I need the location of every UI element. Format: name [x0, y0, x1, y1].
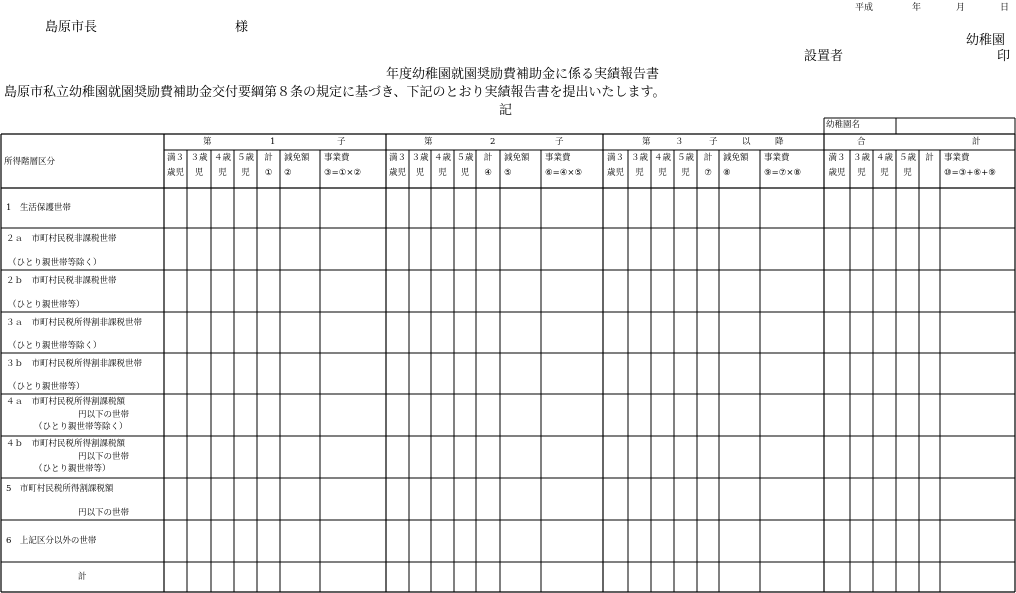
honorific: 様 — [235, 20, 249, 35]
subheader-8: 歳児 — [388, 168, 406, 178]
year-label: 年 — [912, 3, 922, 13]
group-header-3: 以 — [742, 137, 751, 147]
subheader-10: ４歳 — [433, 153, 451, 163]
group-header-4: 計 — [972, 137, 981, 147]
subheader-24: 児 — [880, 168, 889, 178]
subheader-15: 満３ — [606, 153, 624, 163]
subheader-6: 減免額 — [284, 153, 310, 163]
group-header-3: 第 — [642, 137, 651, 147]
row-label-4: （ひとり親世帯等除く） — [8, 341, 102, 351]
document-title: 年度幼稚園就園奨励費補助金に係る実績報告書 — [386, 67, 660, 82]
subheader-21: 事業費 — [764, 153, 790, 163]
subheader-17: 児 — [658, 168, 667, 178]
subheader-4: ５歳 — [236, 153, 254, 163]
subheader-23: 児 — [857, 168, 866, 178]
subheader-13: ⑤ — [504, 168, 512, 178]
subheader-2: ３歳 — [190, 153, 208, 163]
subheader-25: 児 — [903, 168, 912, 178]
subheader-1: 満３ — [166, 153, 184, 163]
subheader-5: ① — [264, 168, 273, 178]
subheader-13: 減免額 — [504, 153, 530, 163]
group-header-1: 第 — [203, 137, 212, 147]
subheader-9: ３歳 — [411, 153, 429, 163]
group-header-1: 子 — [337, 137, 346, 147]
row-label-6: （ひとり親世帯等除く） — [34, 422, 128, 432]
subheader-17: ４歳 — [653, 153, 671, 163]
subheader-9: 児 — [415, 168, 425, 178]
kindergarten-name-label: 幼稚園名 — [826, 120, 861, 130]
subheader-20: 減免額 — [723, 153, 749, 163]
subheader-18: ５歳 — [676, 153, 694, 163]
subheader-1: 歳児 — [166, 168, 184, 178]
row-label-8: 5 市町村民税所得割課税額 — [6, 484, 114, 494]
row-label-6: 円以下の世帯 — [78, 410, 130, 420]
subheader-27: ⑩=③+⑥+⑨ — [944, 168, 996, 178]
seal-label: 印 — [997, 49, 1011, 64]
subheader-4: 児 — [241, 168, 250, 178]
subheader-12: ④ — [484, 168, 492, 178]
day-label: 日 — [1000, 3, 1010, 13]
subheader-14: 事業費 — [545, 153, 571, 163]
subheader-6: ② — [284, 168, 292, 178]
row-label-3: ２ｂ 市町村民税非課税世帯 — [6, 276, 117, 286]
subheader-2: 児 — [194, 168, 204, 178]
subheader-3: ４歳 — [213, 153, 231, 163]
group-header-2: 2 — [490, 137, 496, 147]
subheader-11: ５歳 — [456, 153, 474, 163]
installer-label: 設置者 — [804, 49, 844, 64]
subheader-14: ⑥=④×⑤ — [545, 168, 583, 178]
group-header-4: 合 — [857, 137, 866, 147]
body-text: 島原市私立幼稚園就園奨励費補助金交付要綱第８条の規定に基づき、下記のとおり実績報告書を提出いたします。 — [4, 85, 666, 100]
subheader-5: 計 — [264, 153, 273, 163]
month-label: 月 — [956, 3, 966, 13]
group-header-3: 子 — [709, 137, 718, 147]
row-label-1: 1 生活保護世帯 — [6, 203, 71, 213]
ki-mark: 記 — [499, 103, 513, 118]
row-label-6: ４ａ 市町村民税所得割課税額 — [6, 397, 126, 407]
group-header-1: 1 — [270, 137, 276, 147]
subheader-15: 歳児 — [606, 168, 624, 178]
group-header-2: 第 — [424, 137, 433, 147]
row-label-10: 計 — [78, 572, 87, 582]
subheader-22: 満３ — [828, 153, 846, 163]
row-label-5: （ひとり親世帯等） — [8, 382, 85, 392]
addressee: 島原市長 — [45, 20, 98, 35]
kindergarten-suffix: 幼稚園 — [966, 33, 1006, 48]
row-label-7: ４ｂ 市町村民税所得割課税額 — [6, 439, 126, 449]
subheader-19: 計 — [703, 153, 713, 163]
subheader-7: ③=①×② — [324, 168, 362, 178]
subheader-23: ３歳 — [852, 153, 870, 163]
row-label-9: 6 上記区分以外の世帯 — [6, 536, 97, 546]
row-label-4: ３ａ 市町村民税所得割非課税世帯 — [6, 318, 143, 328]
row-label-8: 円以下の世帯 — [78, 508, 130, 518]
subheader-10: 児 — [438, 168, 447, 178]
subheader-24: ４歳 — [875, 153, 893, 163]
subheader-27: 事業費 — [944, 153, 970, 163]
subheader-19: ⑦ — [704, 168, 712, 178]
row-label-2: （ひとり親世帯等除く） — [8, 258, 102, 268]
subheader-11: 児 — [460, 168, 470, 178]
group-header-3: 降 — [775, 137, 784, 147]
row-label-7: 円以下の世帯 — [78, 452, 130, 462]
group-header-3: ３ — [675, 137, 684, 147]
category-header: 所得階層区分 — [4, 157, 56, 167]
row-label-2: ２ａ 市町村民税非課税世帯 — [6, 234, 117, 244]
subheader-21: ⑨=⑦×⑧ — [764, 168, 802, 178]
subheader-8: 満３ — [388, 153, 406, 163]
subheader-25: ５歳 — [898, 153, 916, 163]
subheader-12: 計 — [483, 153, 493, 163]
subheader-16: ３歳 — [630, 153, 648, 163]
subheader-26: 計 — [925, 153, 934, 163]
group-header-2: 子 — [555, 137, 564, 147]
row-label-3: （ひとり親世帯等） — [8, 300, 85, 310]
subheader-20: ⑧ — [723, 168, 731, 178]
subheader-7: 事業費 — [324, 153, 350, 163]
subheader-22: 歳児 — [828, 168, 846, 178]
subheader-18: 児 — [681, 168, 690, 178]
era-label: 平成 — [855, 3, 874, 13]
row-label-7: （ひとり親世帯等） — [34, 464, 111, 474]
row-label-5: ３ｂ 市町村民税所得割非課税世帯 — [6, 359, 143, 369]
subheader-16: 児 — [635, 168, 644, 178]
subheader-3: 児 — [218, 168, 227, 178]
